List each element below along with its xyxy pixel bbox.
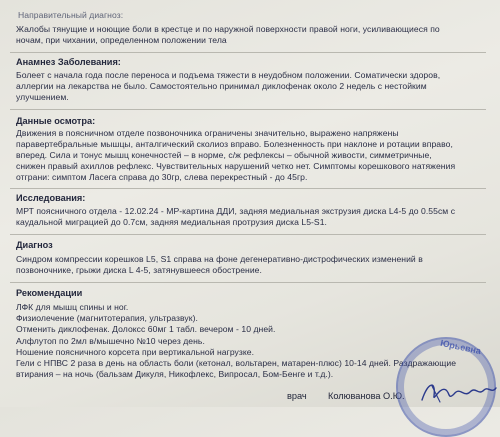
anamnesis-line: Болеет с начала года после переноса и подъема тяжести в неудобном положении. Соматически здоров, <box>16 70 441 80</box>
section-divider <box>10 109 486 110</box>
recommendation-item: Физиолечение (магнитотерапия, ультразвук). <box>16 313 198 323</box>
research-line: каудальной миграцией до 0.7см, задняя медиальная протрузия диска L5-S1. <box>16 217 327 227</box>
recommendation-item: Гели с НПВС 2 раза в день на область боли (кетонал, вольтарен, матарен-плюс) 10-14 дней. Раздражающие <box>16 358 457 368</box>
anamnesis-line: улучшением. <box>16 92 69 102</box>
doctor-name: Колюванова О.Ю. <box>328 391 405 401</box>
complaints-line: Жалобы тянущие и ноющие боли в крестце и по наружной поверхности правой ноги, усиливающиеся по <box>16 24 440 34</box>
section-divider <box>10 52 486 53</box>
doctor-role-label: врач <box>287 391 307 401</box>
recommendation-item: Ношение поясничного корсета при вертикальной нагрузке. <box>16 347 255 357</box>
diagnosis-title: Диагноз <box>16 240 53 250</box>
examination-line: Движения в поясничном отделе позвоночника ограничены значительно, выражено напряжены <box>16 128 399 138</box>
recommendation-item: ЛФК для мышц спины и ног. <box>16 302 129 312</box>
recommendation-item: Алфлутоп по 2мл в/мышечно №10 через день. <box>16 336 205 346</box>
anamnesis-title: Анамнез Заболевания: <box>16 57 121 67</box>
diagnosis-line: Синдром компрессии корешков L5, S1 справа на фоне дегенеративно-дистрофических изменений в <box>16 254 423 264</box>
anamnesis-line: аллергии на лекарства не было. Самостоятельно принимал диклофенак около 2 недель с нестойким <box>16 81 427 91</box>
stamp-text: Юрьевна <box>439 337 482 357</box>
section-divider <box>10 282 486 283</box>
examination-line: снижен правый ахиллов рефлекс. Чувствительных нарушений четко нет. Симптомы корешкового натяжения <box>16 161 456 171</box>
recommendation-item: Отменить диклофенак. Долоксс 60мг 1 табл. вечером - 10 дней. <box>16 324 276 334</box>
examination-line: паравертебральные мышцы, анталгический сколиоз вправо. Болезненность при наклоне и ротации вправо, <box>16 139 453 149</box>
diagnosis-preliminary-title: Направительный диагноз: <box>18 10 124 20</box>
section-divider <box>10 234 486 235</box>
diagnosis-line: позвоночнике, грыжи диска L 4-5, затянувшееся обострение. <box>16 265 262 275</box>
examination-line: вперед. Сила и тонус мышц конечностей – в норме, с/ж рефлексы – обычной живости, симметричные, <box>16 150 432 160</box>
examination-line: отграни: симптом Ласега справа до 30гр, слева перекрестный - до 45гр. <box>16 172 308 182</box>
examination-title: Данные осмотра: <box>16 116 96 126</box>
complaints-line: ночам, при чихании, определенном положении тела <box>16 35 227 45</box>
research-title: Исследования: <box>16 193 86 203</box>
recommendation-item: втирания – на ночь (бальзам Дикуля, Никофлекс, Випросал, Бом-Бенге и т.д.). <box>16 369 334 379</box>
recommendations-title: Рекомендации <box>16 288 83 298</box>
section-divider <box>10 188 486 189</box>
doctor-signature-icon <box>418 376 498 406</box>
research-line: МРТ поясничного отдела - 12.02.24 - МР-картина ДДИ, задняя медиальная экструзия диска L4-5 до 0.55см с <box>16 206 456 216</box>
